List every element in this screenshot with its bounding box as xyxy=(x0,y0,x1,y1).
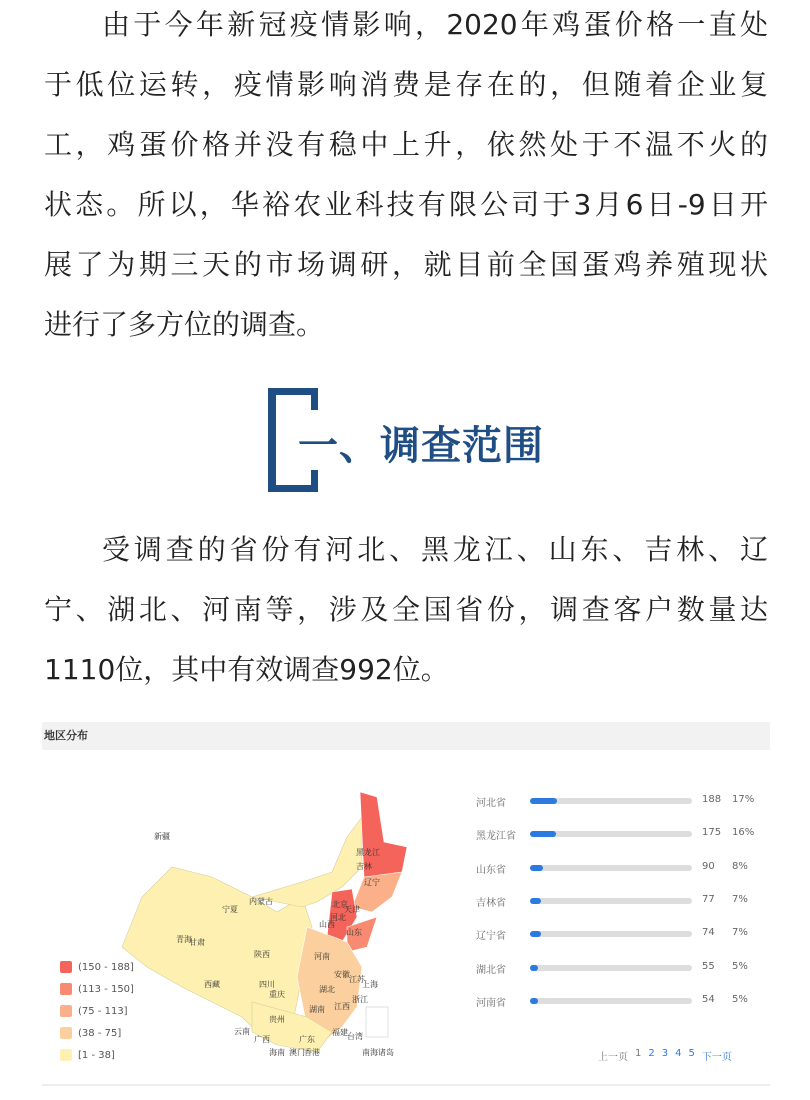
map-label: 北京 xyxy=(332,900,348,909)
bar-fill xyxy=(530,831,556,837)
legend-swatch xyxy=(60,1005,72,1017)
map-label: 安徽 xyxy=(334,970,350,979)
bar-track xyxy=(530,798,692,804)
south-china-sea-inset xyxy=(366,1007,388,1037)
bar-track xyxy=(530,865,692,871)
map-label: 南海诸岛 xyxy=(362,1048,394,1057)
bar-fill xyxy=(530,798,557,804)
page-4-button[interactable]: 4 xyxy=(675,1048,682,1059)
region-count: 77 xyxy=(702,893,715,905)
text-line: 受调查的省份有河北、黑龙江、山东、吉林、辽 xyxy=(102,533,768,566)
legend-item[interactable] xyxy=(60,1049,115,1061)
region-name: 山东省 xyxy=(476,864,506,876)
bar-track xyxy=(530,998,692,1004)
prev-page-button[interactable]: 上一页 xyxy=(598,1052,628,1063)
legend-item[interactable] xyxy=(60,983,134,995)
map-label: 四川 xyxy=(259,980,275,989)
next-page-button[interactable]: 下一页 xyxy=(701,1052,732,1063)
panel-title: 地区分布 xyxy=(42,722,770,750)
region-name: 吉林省 xyxy=(476,897,506,909)
region-percent: 17% xyxy=(732,794,755,805)
region-name: 湖北省 xyxy=(476,964,506,976)
text-line: 由于今年新冠疫情影响，2020年鸡蛋价格一直处 xyxy=(102,8,768,41)
map-label: 新疆 xyxy=(154,832,170,841)
legend-label: [1 - 38] xyxy=(78,1049,115,1061)
map-label: 云南 xyxy=(234,1027,250,1036)
region-percent: 16% xyxy=(732,827,755,839)
region-count: 175 xyxy=(702,827,722,839)
page-5-button[interactable]: 5 xyxy=(688,1048,695,1059)
map-label: 福建 xyxy=(332,1028,348,1037)
region-name: 河南省 xyxy=(476,997,506,1009)
legend-label: (150 - 188] xyxy=(78,961,134,973)
map-label: 山西 xyxy=(319,920,335,929)
map-label: 内蒙古 xyxy=(249,897,273,906)
map-label: 贵州 xyxy=(269,1015,285,1024)
text-line: 宁、湖北、河南等，涉及全国省份，调查客户数量达 xyxy=(44,593,768,626)
map-label: 上海 xyxy=(362,980,378,989)
legend-swatch xyxy=(60,1049,72,1061)
map-label: 海南 xyxy=(269,1048,285,1057)
legend-label: (113 - 150] xyxy=(78,983,134,995)
map-label: 河北 xyxy=(330,913,346,922)
legend-swatch xyxy=(60,983,72,995)
region-name: 黑龙江省 xyxy=(476,831,516,843)
map-label: 青海 xyxy=(176,935,192,944)
page-1-button[interactable]: 1 xyxy=(635,1048,642,1059)
text-line: 工，鸡蛋价格并没有稳中上升，依然处于不温不火的 xyxy=(44,128,768,161)
region-count: 188 xyxy=(702,794,722,805)
map-label: 河南 xyxy=(314,952,330,961)
map-label: 西藏 xyxy=(204,980,220,989)
region-percent: 5% xyxy=(732,993,748,1005)
map-label: 天津 xyxy=(344,905,360,914)
map-label: 湖南 xyxy=(309,1005,325,1014)
legend-item[interactable] xyxy=(60,1027,121,1039)
map-label: 江西 xyxy=(334,1002,350,1011)
legend-swatch xyxy=(60,961,72,973)
region-percent: 5% xyxy=(732,960,748,972)
map-label: 台湾 xyxy=(347,1032,363,1041)
map-label: 陕西 xyxy=(254,950,270,959)
pagination xyxy=(598,1048,732,1063)
china-map xyxy=(102,777,442,1057)
legend-label: (38 - 75] xyxy=(78,1027,122,1039)
legend-item[interactable] xyxy=(60,961,134,973)
map-label: 湖北 xyxy=(319,985,335,994)
region-percent: 8% xyxy=(732,860,748,872)
section-title: 一、调查范围 xyxy=(298,423,544,469)
text-line: 于低位运转，疫情影响消费是存在的，但随着企业复 xyxy=(44,68,768,101)
map-label: 吉林 xyxy=(356,862,372,871)
legend-swatch xyxy=(60,1027,72,1039)
region-percent: 7% xyxy=(732,893,748,905)
bar-fill xyxy=(530,931,541,937)
region-bar-row xyxy=(476,961,776,975)
map-label: 江苏 xyxy=(349,975,365,984)
bar-track xyxy=(530,898,692,904)
bar-track xyxy=(530,931,692,937)
bar-fill xyxy=(530,898,541,904)
text-line: 进行了多方位的调查。 xyxy=(44,308,325,341)
map-label: 山东 xyxy=(346,928,362,937)
region-distribution-panel xyxy=(42,722,770,1086)
map-label: 香港 xyxy=(304,1048,320,1057)
legend-item[interactable] xyxy=(60,1005,128,1017)
region-count: 74 xyxy=(702,927,715,939)
region-bar-row xyxy=(476,894,776,908)
region-bar-row xyxy=(476,861,776,875)
bar-track xyxy=(530,831,692,837)
region-bar-row xyxy=(476,827,776,841)
region-bar-row xyxy=(476,794,776,808)
map-label: 宁夏 xyxy=(222,905,238,914)
text-line: 状态。所以，华裕农业科技有限公司于3月6日-9日开 xyxy=(44,188,768,221)
region-count: 55 xyxy=(702,960,715,972)
page-3-button[interactable]: 3 xyxy=(661,1048,669,1059)
map-label: 黑龙江 xyxy=(356,848,380,857)
map-label: 辽宁 xyxy=(364,878,380,887)
region-name: 河北省 xyxy=(476,798,506,809)
region-bar-row xyxy=(476,927,776,941)
map-label: 澳门 xyxy=(289,1048,305,1057)
bar-track xyxy=(530,965,692,971)
region-percent: 7% xyxy=(732,927,748,939)
bar-fill xyxy=(530,965,538,971)
map-label: 浙江 xyxy=(352,995,368,1004)
text-line: 1110位，其中有效调查992位。 xyxy=(44,653,449,686)
text-line: 展了为期三天的市场调研，就目前全国蛋鸡养殖现状 xyxy=(44,248,768,281)
bar-fill xyxy=(530,865,543,871)
map-label: 甘肃 xyxy=(189,938,205,947)
page-2-button[interactable]: 2 xyxy=(648,1048,655,1059)
bar-fill xyxy=(530,998,538,1004)
region-count: 90 xyxy=(702,860,715,872)
region-bar-row xyxy=(476,994,776,1008)
map-label: 广东 xyxy=(299,1035,315,1044)
map-label: 广西 xyxy=(254,1035,270,1044)
region-count: 54 xyxy=(702,993,715,1005)
map-label: 重庆 xyxy=(269,990,285,999)
scope-paragraph xyxy=(44,520,768,700)
legend-label: (75 - 113] xyxy=(78,1005,128,1017)
section-heading xyxy=(268,388,568,492)
bracket-icon xyxy=(268,388,276,492)
intro-paragraph xyxy=(44,0,768,355)
region-name: 辽宁省 xyxy=(476,931,506,943)
